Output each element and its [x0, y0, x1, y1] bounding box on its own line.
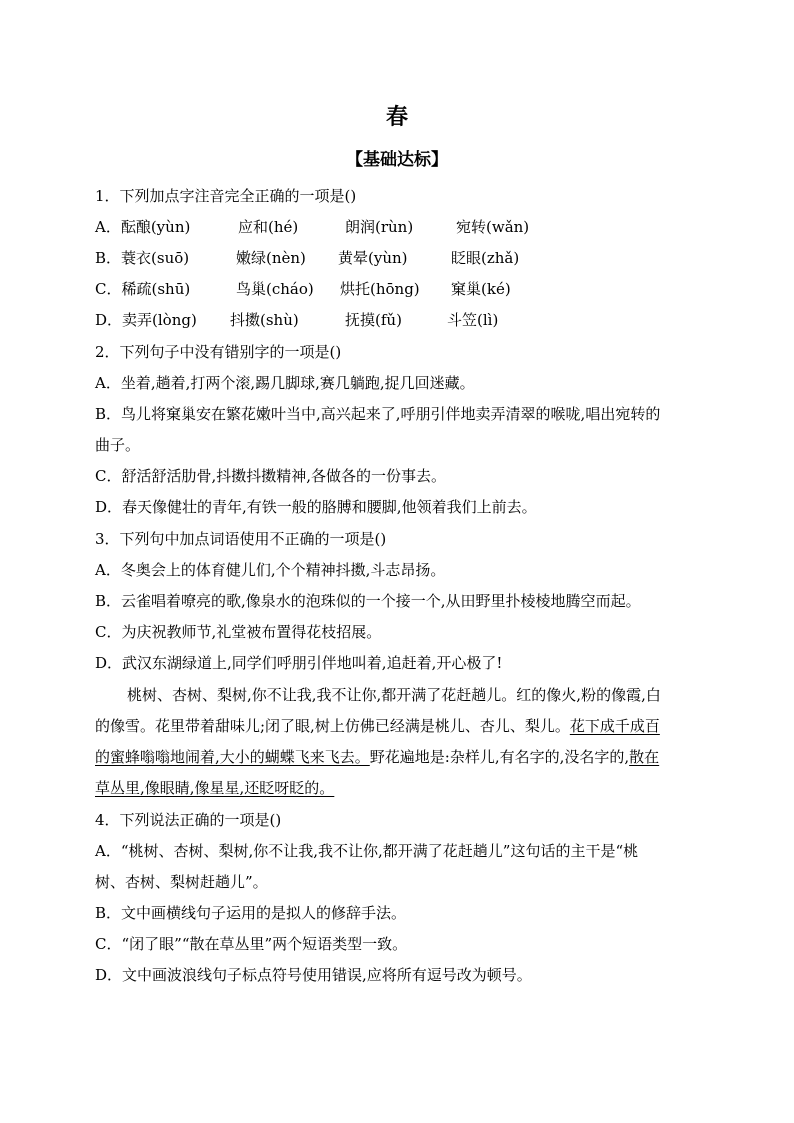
q3-option-b: B．云雀唱着嘹亮的歌,像泉水的泡珠似的一个接一个,从田野里扑棱棱地腾空而起。	[95, 592, 641, 610]
q1-option-a: A．酝酿(yùn)	[95, 218, 191, 236]
wavy-lined-sentence-cont: 草丛里,像眼睛,像星星,还眨呀眨的。	[95, 779, 335, 797]
q1-option-a-item4: 宛转(wǎn)	[456, 218, 530, 236]
q1-option-c-item4: 窠巢(ké)	[451, 280, 511, 298]
underlined-sentence: 花下成千成百	[569, 717, 660, 735]
passage-text: 的像雪。花里带着甜味儿;闭了眼,树上仿佛已经满是桃儿、杏儿、梨儿。	[95, 717, 570, 735]
passage-line-4	[95, 778, 334, 798]
q1-option-c-item2: 鸟巢(cháo)	[236, 280, 314, 298]
q3-option-d: D．武汉东湖绿道上,同学们呼朋引伴地叫着,追赶着,开心极了!	[95, 654, 503, 672]
q1-stem: 1．下列加点字注音完全正确的一项是()	[95, 187, 357, 205]
q4-option-a: A．“桃树、杏树、梨树,你不让我,我不让你,都开满了花赶趟儿”这句话的主干是“桃	[95, 842, 639, 860]
q4-stem: 4．下列说法正确的一项是()	[95, 811, 282, 829]
q1-option-c: C．稀疏(shū)	[95, 280, 191, 298]
q1-option-a-item2: 应和(hé)	[238, 218, 299, 236]
q3-option-c: C．为庆祝教师节,礼堂被布置得花枝招展。	[95, 623, 382, 641]
passage-text: 野花遍地是:杂样儿,有名字的,没名字的,	[369, 748, 630, 766]
q1-option-b-item3: 黄晕(yùn)	[338, 249, 408, 267]
q1-option-b-item2: 嫩绿(nèn)	[236, 249, 306, 267]
q1-option-d-item2: 抖擞(shù)	[230, 311, 299, 329]
q2-option-b-cont: 曲子。	[95, 436, 141, 454]
passage-line-3	[95, 747, 659, 767]
q2-option-d: D．春天像健壮的青年,有铁一般的胳膊和腰脚,他领着我们上前去。	[95, 498, 537, 516]
q4-option-b: B．文中画横线句子运用的是拟人的修辞手法。	[95, 904, 407, 922]
q4-option-d: D．文中画波浪线句子标点符号使用错误,应将所有逗号改为顿号。	[95, 966, 532, 984]
q1-option-d-item3: 抚摸(fǔ)	[345, 311, 402, 329]
q2-option-b: B．鸟儿将窠巢安在繁花嫩叶当中,高兴起来了,呼朋引伴地卖弄清翠的喉咙,唱出宛转的	[95, 405, 661, 423]
passage-line-1: 桃树、杏树、梨树,你不让我,我不让你,都开满了花赶趟儿。红的像火,粉的像霞,白	[127, 686, 661, 704]
wavy-lined-sentence: 散在	[629, 748, 660, 766]
q4-option-a-cont: 树、杏树、梨树赶趟儿”。	[95, 873, 268, 891]
underlined-sentence-cont: 的蜜蜂嗡嗡地闹着,大小的蝴蝶飞来飞去。	[95, 748, 370, 766]
page-title: 春	[385, 104, 408, 130]
q2-option-a: A．坐着,趟着,打两个滚,踢几脚球,赛几躺跑,捉几回迷藏。	[95, 374, 475, 392]
q3-stem: 3．下列句中加点词语使用不正确的一项是()	[95, 530, 387, 548]
passage-line-2	[95, 716, 660, 736]
q1-option-b-item4: 眨眼(zhǎ)	[451, 249, 520, 267]
q3-option-a: A．冬奥会上的体育健儿们,个个精神抖擞,斗志昂扬。	[95, 561, 446, 579]
q2-stem: 2．下列句子中没有错别字的一项是()	[95, 343, 342, 361]
q4-option-c: C．“闭了眼”“散在草丛里”两个短语类型一致。	[95, 935, 408, 953]
q1-option-c-item3: 烘托(hōng)	[340, 280, 420, 298]
q2-option-c: C．舒活舒活肋骨,抖擞抖擞精神,各做各的一份事去。	[95, 467, 447, 485]
q1-option-b: B．蓑衣(suō)	[95, 249, 190, 267]
q1-option-d: D．卖弄(lòng)	[95, 311, 197, 329]
q1-option-a-item3: 朗润(rùn)	[345, 218, 414, 236]
section-heading: 【基础达标】	[346, 150, 448, 170]
q1-option-d-item4: 斗笠(lì)	[447, 311, 499, 329]
